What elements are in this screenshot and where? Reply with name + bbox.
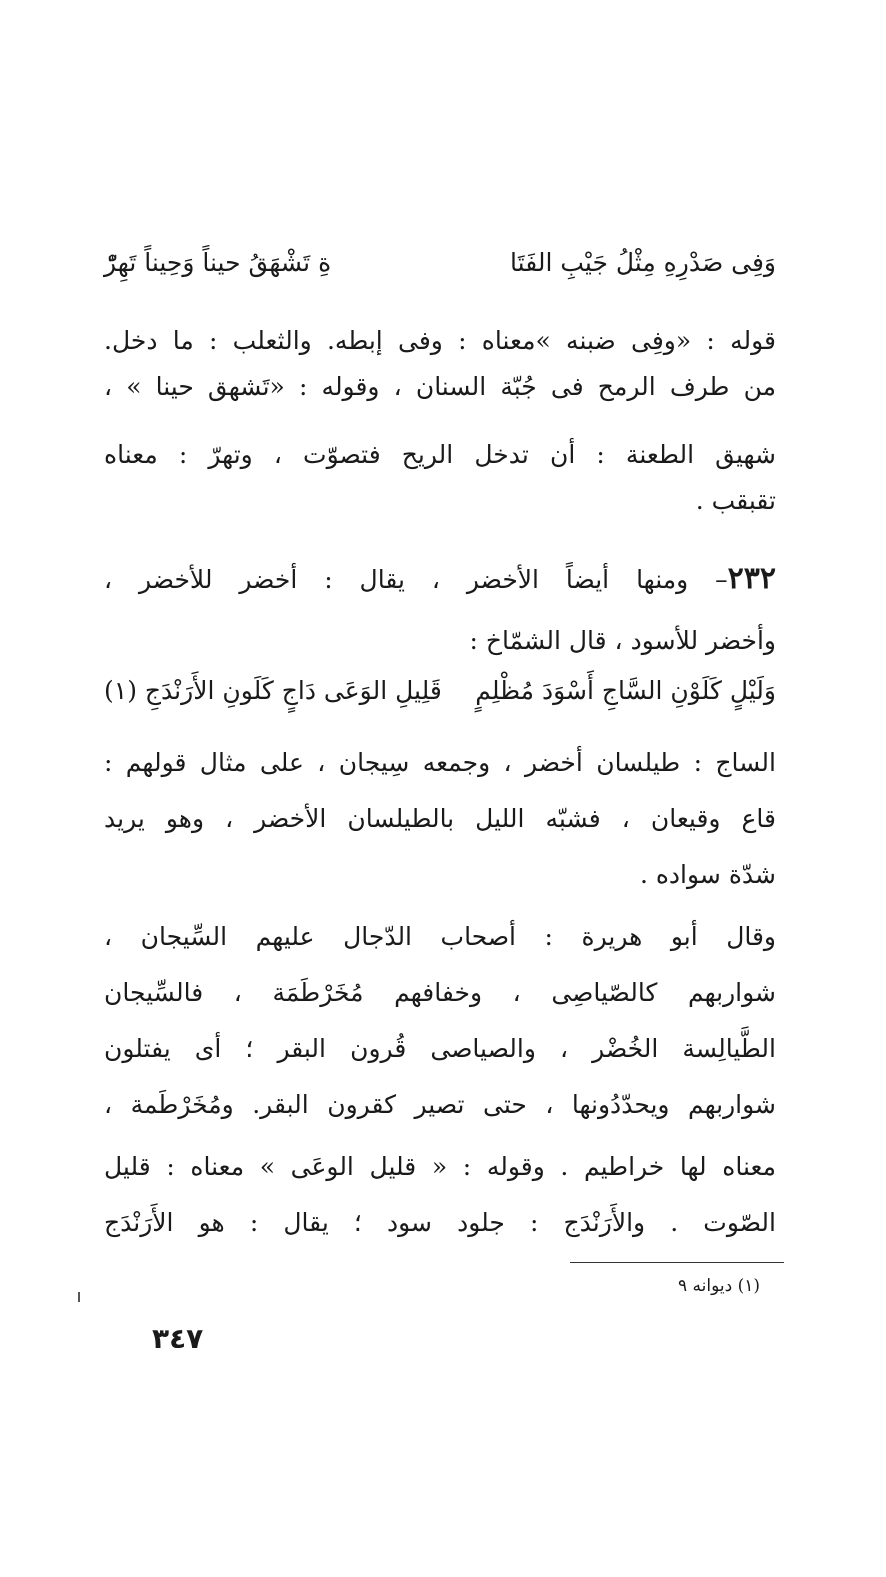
text-line: قاع وقيعان ، فشبّه الليل بالطيلسان الأخضر ، وهو يريد [104,804,776,833]
stray-mark [78,1292,80,1302]
entry-232-line-1 [104,556,776,602]
verse-1-first-hemistich: وَفِى صَدْرِهِ مِثْلُ جَيْبِ الفَتَا [510,248,776,277]
text-line: الطَّيالِسة الخُضْر ، والصياصى قُرون البقر ؛ أى يفتلون [104,1034,776,1063]
verse-line-2 [104,668,776,714]
text-line: الصّوت . والأَرَنْدَج : جلود سود ؛ يقال : هو الأَرَنْدَج [104,1208,776,1237]
text-line: تقبقب . [695,486,776,515]
entry-number: ٢٣٢ [727,561,776,596]
text-line: شواربهم كالصّياصِى ، وخفافهم مُخَرْطَمَة ، فالسِّيجان [104,978,776,1007]
verse-2-second-hemistich: قَلِيلِ الوَعَى دَاجٍ كَلَونِ الأَرَنْدَجِ (١) [104,676,442,705]
page-number: ٣٤٧ [152,1322,204,1355]
verse-line-1 [104,240,776,286]
text-line: من طرف الرمح فى جُبّة السنان ، وقوله : «تَشهق حينا » ، [104,372,776,401]
text-line: قوله : «وفِى ضبنه »معناه : وفى إبطه. والثعلب : ما دخل. [104,326,776,355]
text-line: وقال أبو هريرة : أصحاب الدّجال عليهم السِّيجان ، [104,922,776,951]
text-line: شدّة سواده . [639,860,776,889]
text-line: وأخضر للأسود ، قال الشمّاخ : [469,626,776,655]
entry-text: – ومنها أيضاً الأخضر ، يقال : أخضر للأخضر ، [104,565,728,594]
footnote-rule [570,1262,784,1263]
text-line: شهيق الطعنة : أن تدخل الريح فتصوّت ، وتهرّ : معناه [104,440,777,469]
text-line: الساج : طيلسان أخضر ، وجمعه سِيجان ، على مثال قولهم : [104,748,776,777]
footnote: (١) ديوانه ٩ [677,1276,760,1296]
text-line: شواربهم ويحدّدُونها ، حتى تصير كقرون البقر. ومُخَرْطَمة ، [104,1090,776,1119]
text-line: معناه لها خراطيم . وقوله : « قليل الوعَى » معناه : قليل [104,1152,776,1181]
verse-2-first-hemistich: وَلَيْلٍ كَلَوْنِ السَّاجِ أَسْوَدَ مُظْلِمٍ [475,676,776,705]
verse-1-second-hemistich: ةِ تَشْهَقُ حيناً وَحِيناً تَهِرّْ [104,248,332,277]
